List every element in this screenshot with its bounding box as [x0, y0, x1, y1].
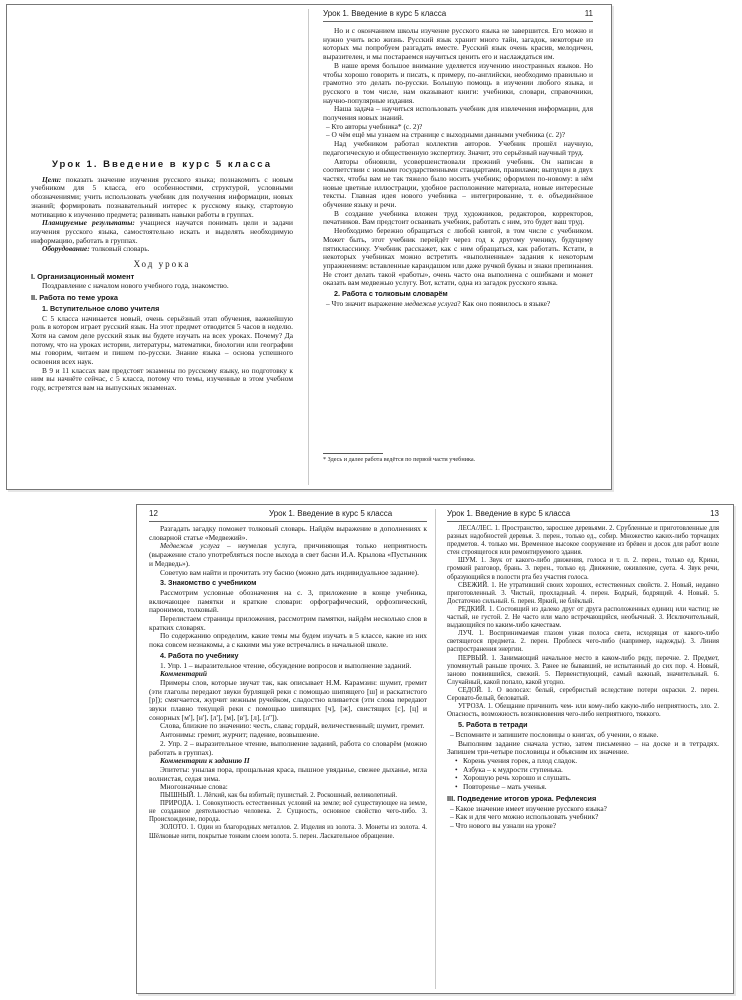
bottom-right-page: Урок 1. Введение в курс 5 класса 13 ЛЕСА/ЛЕС. 1. Пространство, заросшее деревьями. 2. Срубленные и приготовленные для разных надобностей деревья. 3. перен., только ед., собир. Множество каких-либо торчащих предметов. 4. только мн. Временное высокое сооружение из брёвен и досок для работ возле стен строящегося или ремонтируемого здания. ШУМ. 1. Звук от какого-либо движения, голоса и т. п. 2. перен., только ед. Крики, громкий разговор, брань. 3. перен., только ед. Движение, оживление, суета. 4. Звук речи, образующийся в полости рта без участия голоса. СВЕЖИЙ. 1. Не утративший своих хороших, естественных свойств. 2. Новый, недавно приготовленный. 3. Чистый, прохладный. 4. перен. Бодрый, бодрящий. 4. Новый. 5. Достаточно сильный. 6. перен. Яркий, не блёклый. РЕДКИЙ. 1. Состоящий из далеко друг от друга расположенных единиц или частиц; не частый, не густой. 2. Не часто или мало встречающийся, необычный. 3. Исключительный, выдающийся по каким-либо качествам. ЛУЧ. 1. Воспринимаемая глазом узкая полоса света, исходящая от какого-либо светящегося предмета. 2. перен. Проблеск чего-либо (например, надежды). 3. Линия распространения энергии. ПЕРВЫЙ. 1. Занимающий начальное место в каком-либо ряду, перечне. 2. Предмет, упомянутый раньше прочих. 3. Ранее не бывавший, не испытанный до сих пор. 4. Новый, заново появившийся, свежий. 5. Первенствующий, самый важный, значительный. 6. Случайный, какой попало, какой угодно. СЕДОЙ. 1. О волосах: белый, серебристый вследствие потери окраски. 2. перен. Серовато-белый, беловатый. УГРОЗА. 1. Обещание причинить чем- или кому-либо какую-либо неприятность, зло. 2. Опасность, возможность возникновения чего-либо неприятного, тяжкого. 5. Работа в тетради – Вспомните и запишите пословицы о книгах, об учении, о языке. Выполним задание сначала устно, затем письменно – на доске и в тетрадях. Запишем три-четыре пословицы и объясним их значение. • Корень учения горек, а плод сладок. • Азбука – к мудрости ступенька. • Хорошую речь хорошо и слушать. • Повторенье – мать ученья. III. Подведение итогов урока. Рефлексия – Какое значение имеет изучение русского языка? – Как и для чего можно использовать учебник? – Что нового вы узнали на уроке?	[447, 505, 719, 993]
paragraph: Но и с окончанием школы изучение русского языка не завершится. Его можно и нужно учить всю жизнь. Русский язык хранит много тайн, загадок, некоторые из которых мы попробуем разгадать вместе. Русский язык очень красив, мелодичен, выразителен, и мы постараемся научиться ценить его и наслаждаться им.	[323, 26, 593, 62]
course-heading: Ход урока	[133, 259, 191, 270]
dictionary-entry: ПЕРВЫЙ. 1. Занимающий начальное место в каком-либо ряду, перечне. 2. Предмет, упомянутый раньше прочих. 3. Ранее не бывавший, не испытанный до сих пор. 4. Новый, заново появившийся, свежий. 5. Первенствующий, самый важный, значительный. 6. Случайный, какой попало, какой угодно.	[447, 654, 719, 686]
subsection-heading: 3. Знакомство с учебником	[160, 578, 257, 588]
bottom-spread	[136, 504, 734, 994]
dictionary-entry: ШУМ. 1. Звук от какого-либо движения, голоса и т. п. 2. перен., только ед. Крики, громкий разговор, брань. 3. перен., только ед. Движение, оживление, суета. 4. Звук речи, образующийся в полости рта без участия голоса.	[447, 557, 719, 581]
dictionary-entry: СЕДОЙ. 1. О волосах: белый, серебристый вследствие потери окраски. 2. перен. Серовато-белый, беловатый.	[447, 686, 719, 702]
subsection-heading: 2. Работа с толковым словарём	[334, 289, 448, 299]
top-right-page: Урок 1. Введение в курс 5 класса 11 Но и с окончанием школы изучение русского языка не завершится. Его можно и нужно учить всю жизнь. Русский язык хранит много тайн, загадок, некоторые из которых мы попробуем разгадать вместе. Русский язык очень красив, мелодичен, выразителен, и мы постараемся научиться ценить его и наслаждаться им. В наше время большое внимание уделяется изучению иностранных языков. Но чтобы хорошо говорить и писать, к примеру, по-английски, необходимо правильно и грамотно это делать по-русски. Большую помощь в изучении любого языка, и русского в том числе, нам оказывают книги: учебники, словари, справочники, научно-популярные издания. Наша задача – научиться использовать учебник для извлечения информации, для получения новых знаний. – Кто авторы учебника* (с. 2)? – О чём ещё мы узнаем на странице с выходными данными учебника (с. 2)? Над учебником работал коллектив авторов. Учебник прошёл научную, педагогическую и общественную экспертизу. Значит, это серьёзный научный труд. Авторы обновили, усовершенствовали прежний учебник. Он написан в соответствии с новыми государственными стандартами, правилами; выпущен в двух частях, чтобы вам не так тяжело было носить учебник; оформлен по-новому: в нём новые цветные иллюстрации, удобное расположение материала, новые интересные тексты. Главная идея нового учебника – интегрирование, т. е. объединённое обучение языку и речи. В создание учебника вложен труд художников, редакторов, корректоров, печатников. Вам предстоит осваивать учебник, работать с ним, это будет ваш труд. Необходимо бережно обращаться с любой книгой, в том числе с учебником. Может быть, этот учебник перейдёт через год к другому ученику, будущему пятикласснику. Учебник расскажет, как с ним обращаться, как работать. Кстати, в некоторых учебниках можно встретить «выполненные» задания к некоторым упражнениям: вставленные карандашом или даже ручкой буквы и знаки препинания. Не стоит делать такой «работы», очень часто она выполнена с ошибками и может оказать вам медвежью услугу. Вот, кстати, одна из загадок русского языка. 2. Работа с толковым словарём – Что значит выражение медвежья услуга? Как оно появилось в языке? * Здесь и далее работа ведётся по первой части учебника.	[323, 9, 593, 463]
top-left-page: Урок 1. Введение в курс 5 класса Цели: показать значение изучения русского языка; познакомить с новым учебником для 5 класса, его особенностями, структурой, условными обозначениями; учить использовать учебник для получения информации, новых знаний; формировать познавательный интерес к русскому языку, стартовую мотивацию к изучению предмета; развивать навыки работы в группах. Планируемые результаты: учащиеся научатся понимать цели и задачи изучения русского языка, самостоятельно искать и выделять необходимую информацию, работать в группах. Оборудование: толковый словарь. Ход урока I. Организационный момент Поздравление с началом нового учебного года, знакомство. II. Работа по теме урока 1. Вступительное слово учителя С 5 класса начинается новый, очень серьёзный этап обучения, важнейшую роль в котором играет русский язык. На этот предмет отводится 5 часов в неделю. Хотя на самом деле русский язык вы будете изучать на всех уроках. Почему? Да потому, что на уроках истории, литературы, математики, биологии или географии мы говорим, читаем и пишем по-русски. Знание языка – основа успешного освоения всех наук. В 9 и 11 классах вам предстоят экзамены по русскому языку, но подготовку к ним вы начнёте сейчас, с 5 класса, потому что темы, изученные в этом учебном году, встретятся вам на выпускных экзаменах.	[31, 159, 293, 393]
dictionary-entry: ЛЕСА/ЛЕС. 1. Пространство, заросшее деревьями. 2. Срубленные и приготовленные для разных надобностей деревья. 3. перен., только ед., собир. Множество каких-либо торчащих предметов. 4. только мн. Временное высокое сооружение из брёвен и досок для работ возле стен строящегося или ремонтируемого здания.	[447, 525, 719, 557]
paragraph: В создание учебника вложен труд художников, редакторов, корректоров, печатников. Вам предстоит осваивать учебник, работать с ним, это будет ваш труд.	[323, 208, 593, 227]
dictionary-entry: РЕДКИЙ. 1. Состоящий из далеко друг от друга расположенных единиц или частиц; не частый, не густой. 2. Не часто или мало встречающийся, необычный. 3. Исключительный, выдающийся по каким-либо качествам.	[447, 605, 719, 630]
paragraph: Авторы обновили, усовершенствовали прежний учебник. Он написан в соответствии с новыми государственными стандартами, правилами; выпущен в двух частях, чтобы вам не так тяжело было носить учебник; оформлен по-новому: в нём новые цветные иллюстрации, удобное расположение материала, новые интересные тексты. Главная идея нового учебника – интегрирование, т. е. объединённое обучение языку и речи.	[323, 156, 593, 210]
page-number: 12	[149, 509, 158, 518]
dictionary-entry: ЗОЛОТО. 1. Один из благородных металлов. 2. Изделия из золота. 3. Монеты из золота. 4. Шёлковые нити, покрытые тонким слоем золота. 5. перен. Ласкательное обращение.	[149, 824, 427, 840]
section-heading: II. Работа по теме урока	[31, 293, 118, 303]
top-spread	[6, 4, 612, 490]
running-header: 12 Урок 1. Введение в курс 5 класса	[149, 508, 427, 522]
paragraph: С 5 класса начинается новый, очень серьёзный этап обучения, важнейшую роль в котором играет русский язык. На этот предмет отводится 5 часов в неделю. Хотя на самом деле русский язык вы будете изучать на всех уроках. Почему? Да потому, что на уроках истории, литературы, математики, биологии или географии мы говорим, читаем и пишем по-русски. Знание языка – основа успешного освоения всех наук.	[31, 313, 293, 367]
subsection-heading: 1. Вступительное слово учителя	[42, 303, 160, 313]
list-item: • Азбука – к мудрости ступенька.	[447, 766, 719, 775]
list-item: • Хорошую речь хорошо и слушать.	[447, 774, 719, 783]
section-heading: III. Подведение итогов урока. Рефлексия	[447, 793, 597, 803]
running-header: Урок 1. Введение в курс 5 класса 13	[447, 508, 719, 522]
list-item: • Корень учения горек, а плод сладок.	[447, 757, 719, 766]
subsection-heading: 5. Работа в тетради	[458, 720, 528, 730]
dictionary-entry: ПРИРОДА. 1. Совокупность естественных условий на земле; всё существующее на земле, не созданное деятельностью человека. 2. Сущность, основное свойство чего-либо. 3. Происхождение, порода.	[149, 800, 427, 824]
comment-label: Комментарии к заданию II	[160, 756, 250, 766]
page-number: 11	[584, 9, 593, 18]
running-header: Урок 1. Введение в курс 5 класса 11	[323, 8, 593, 22]
lesson-title: Урок 1. Введение в курс 5 класса	[52, 159, 272, 170]
paragraph: В наше время большое внимание уделяется изучению иностранных языков. Но чтобы хорошо говорить и писать, к примеру, по-английски, необходимо правильно и грамотно это делать по-русски. Большую помощь в изучении любого языка, и русского в том числе, нам оказывают книги: учебники, словари, справочники, научно-популярные издания.	[323, 60, 593, 105]
page-number: 13	[710, 509, 719, 518]
paragraph: Над учебником работал коллектив авторов. Учебник прошёл научную, педагогическую и общественную экспертизу. Значит, это серьёзный научный труд.	[323, 139, 593, 157]
subsection-heading: 4. Работа по учебнику	[160, 650, 239, 660]
comment-label: Комментарий	[160, 669, 208, 679]
dictionary-entry: СВЕЖИЙ. 1. Не утративший своих хороших, естественных свойств. 2. Новый, недавно приготовленный. 3. Чистый, прохладный. 4. перен. Бодрый, бодрящий. 4. Новый. 5. Достаточно сильный. 6. перен. Яркий, не блёклый.	[447, 581, 719, 605]
section-heading: I. Организационный момент	[31, 271, 135, 281]
list-item: • Повторенье – мать ученья.	[447, 783, 719, 792]
paragraph: Наша задача – научиться использовать учебник для извлечения информации, для получения новых знаний.	[323, 104, 593, 123]
dictionary-entry: ЛУЧ. 1. Воспринимаемая глазом узкая полоса света, исходящая от какого-либо светящегося предмета. 2. перен. Проблеск чего-либо (например, надежды). 3. Линия распространения энергии.	[447, 630, 719, 654]
paragraph: В 9 и 11 классах вам предстоят экзамены по русскому языку, но подготовку к ним вы начнёте сейчас, с 5 класса, потому что темы, изученные в этом учебном году, встретятся вам на выпускных экзаменах.	[31, 365, 293, 393]
dictionary-entry: ПЫШНЫЙ. 1. Лёгкий, как бы взбитый; пушистый. 2. Роскошный, великолепный.	[160, 792, 398, 800]
paragraph: Необходимо бережно обращаться с любой книгой, в том числе с учебником. Может быть, этот учебник перейдёт через год к другому ученику, будущему пятикласснику. Учебник расскажет, как с ним обращаться, как работать. Кстати, в некоторых учебниках можно встретить «выполненные» задания к некоторым упражнениям: вставленные карандашом или даже ручкой буквы и знаки препинания. Не стоит делать такой «работы», очень часто она выполнена с ошибками и может оказать вам медвежью услугу. Вот, кстати, одна из загадок русского языка.	[323, 226, 593, 288]
bottom-left-page: 12 Урок 1. Введение в курс 5 класса Разгадать загадку поможет толковый словарь. Найдём выражение в дополнениях к словарной статье «Медвежий». Медвежья услуга – неумелая услуга, причиняющая только неприятность (выражение стало употребляться после выхода в свет басни И.А. Крылова «Пустынник и Медведь»). Советую вам найти и прочитать эту басню (можно дать индивидуальное задание). 3. Знакомство с учебником Рассмотрим условные обозначения на с. 3, приложение в конце учебника, включающее памятки и краткие словари: орфографический, орфоэпический, паронимов, толковый. Перелистаем страницы приложения, рассмотрим памятки, найдём несколько слов в кратких словарях. По содержанию определим, какие темы мы будем изучать в 5 классе, какие из них пока совсем незнакомы, а с какими мы уже встречались в начальной школе. 4. Работа по учебнику 1. Упр. 1 – выразительное чтение, обсуждение вопросов и выполнение заданий. Комментарий Примеры слов, которые звучат так, как описывает Н.М. Карамзин: шумит, гремит (эти глаголы передают звуки бурлящей реки с помощью шипящего [ш] и раскатистого [р]); смягчается, журчит нежным ручейком, сладостно вливается (эти слова передают звуки плавно текущей реки с помощью шипящих [ч], [ж], свистящих [с], [ц] и сонорных [м'], [н'], [л'], [м], [в'], [л], [л'']). Слова, близкие по значению: честь, слава; гордый, величественный; шумит, гремит. Антонимы: гремит, журчит; падение, возвышение. 2. Упр. 2 – выразительное чтение, выполнение заданий, работа со словарём (можно работать в группах). Комментарии к заданию II Эпитеты: унылая пора, прощальная краса, пышное увяданье, свежее дыханье, мгла волнистая, седая зима. Многозначные слова: ПЫШНЫЙ. 1. Лёгкий, как бы взбитый; пушистый. 2. Роскошный, великолепный. ПРИРОДА. 1. Совокупность естественных условий на земле; всё существующее на земле, не созданное деятельностью человека. 2. Сущность, основное свойство чего-либо. 3. Происхождение, порода. ЗОЛОТО. 1. Один из благородных металлов. 2. Изделия из золота. 3. Монеты из золота. 4. Шёлковые нити, покрытые тонким слоем золота. 5. перен. Ласкательное обращение.	[149, 509, 427, 840]
dictionary-entry: УГРОЗА. 1. Обещание причинить чем- или кому-либо какую-либо неприятность, зло. 2. Опасность, возможность возникновения чего-либо неприятного, тяжкого.	[447, 703, 719, 719]
footnote: * Здесь и далее работа ведётся по первой части учебника.	[323, 453, 593, 463]
